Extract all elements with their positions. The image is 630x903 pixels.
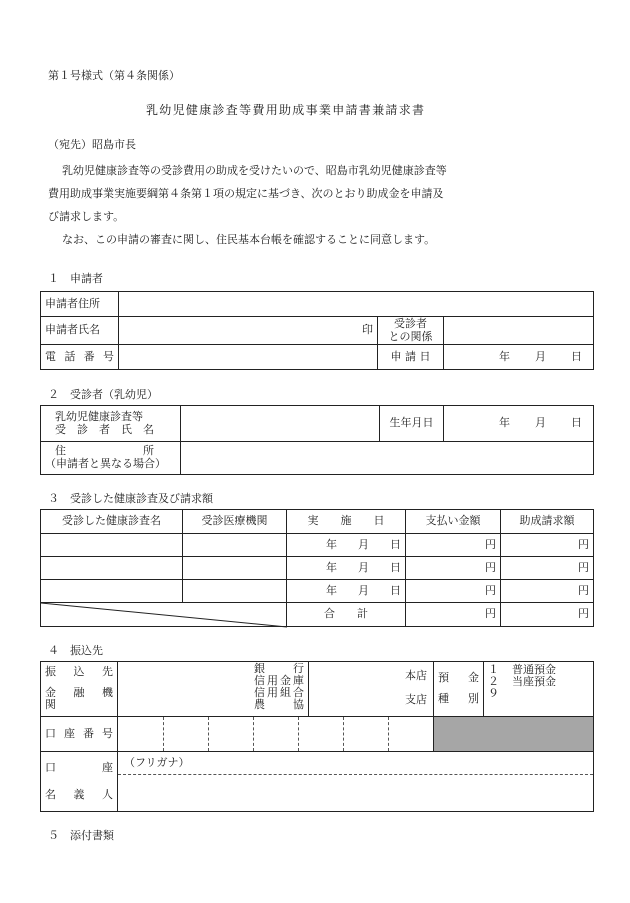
section-1-heading: １ 申請者 [48,272,103,285]
applicant-table [40,291,594,370]
statement-line-2: 費用助成事業実施要綱第４条第１項の規定に基づき、次のとおり助成金を申請及 [48,187,444,200]
holder-name-input[interactable] [118,775,593,811]
account-digit-6[interactable] [344,717,389,752]
examinee-name-label: 乳幼児健康診査等 受 診 者 氏 名 [41,406,181,442]
account-type-label: 預 金 種 別 [434,662,484,717]
table-row [41,534,594,557]
shiten-label: 支店 [405,693,428,706]
examinee-address-label: 住 所 （申請者と異なる場合） [41,442,181,475]
exam-name-cell[interactable] [41,580,183,603]
account-type-options[interactable] [484,662,594,717]
page-title: 乳幼児健康診査等費用助成事業申請書兼請求書 [146,103,426,117]
total-claim-cell[interactable]: 円 [501,603,594,627]
birthdate-label: 生年月日 [380,406,444,442]
applicant-address-field[interactable] [119,292,594,317]
date-cell[interactable]: 年 月 日 [287,534,406,557]
claims-table [40,509,594,627]
inst-type-shinkumi: 信用組合 [254,686,304,699]
section-3-heading: ３ 受診した健康診査及び請求額 [48,492,213,505]
bank-name-field[interactable] [118,662,434,717]
date-cell[interactable]: 年 月 日 [287,580,406,603]
account-digit-4[interactable] [254,717,299,752]
type-numbers: １ ２ ９ [488,663,500,700]
furigana-field[interactable] [118,752,593,775]
form-number: 第１号様式（第４条関係） [48,69,180,82]
section-2-heading: ２ 受診者（乳幼児） [48,388,158,401]
inst-type-shinkin: 信用金庫 [254,674,304,687]
examinee-name-field[interactable] [181,406,380,442]
birthdate-field[interactable]: 年 月 日 [444,406,594,442]
relation-label: 受診者 との関係 [378,317,444,345]
bank-name-input[interactable] [118,662,308,716]
application-date-field[interactable]: 年 月 日 [444,345,594,370]
col-header-claim: 助成請求額 [501,510,594,534]
branch-input[interactable] [308,662,433,716]
institution-cell[interactable] [183,534,287,557]
account-digit-1[interactable] [118,717,164,752]
consent-statement: なお、この申請の審査に関し、住民基本台帳を確認することに同意します。 [62,233,436,246]
exam-name-cell[interactable] [41,557,183,580]
claim-cell[interactable]: 円 [501,580,594,603]
seal-mark: 印 [362,323,373,337]
addressee: （宛先）昭島市長 [48,138,136,151]
account-holder-field[interactable] [118,752,594,812]
phone-field[interactable] [119,345,378,370]
bank-table [40,661,594,812]
statement-line-3: び請求します。 [48,210,125,223]
applicant-name-label: 申請者氏名 [41,317,119,345]
account-holder-label: 口 座 名 義 人 [41,752,118,812]
paid-cell[interactable]: 円 [406,534,501,557]
institution-cell[interactable] [183,557,287,580]
col-header-exam-name: 受診した健康診査名 [41,510,183,534]
paid-cell[interactable]: 円 [406,580,501,603]
exam-name-cell[interactable] [41,534,183,557]
account-digit-3[interactable] [209,717,254,752]
account-digit-7[interactable] [389,717,434,752]
honten-label: 本店 [405,669,428,682]
inst-type-bank: 銀 行 [254,662,304,675]
date-cell[interactable]: 年 月 日 [287,557,406,580]
claim-cell[interactable]: 円 [501,557,594,580]
application-date-label: 申 請 日 [378,345,444,370]
paid-cell[interactable]: 円 [406,557,501,580]
total-row [41,603,594,627]
total-label: 合 計 [287,603,406,627]
total-diagonal-cell [41,603,287,627]
col-header-paid: 支払い金額 [406,510,501,534]
section-4-heading: ４ 振込先 [48,644,103,657]
diagonal-line [41,603,287,627]
relation-field[interactable] [444,317,594,345]
bank-label: 振 込 先 金 融 機 関 [41,662,118,717]
applicant-name-field[interactable] [119,317,378,345]
col-header-date: 実 施 日 [287,510,406,534]
section-5-heading: ５ 添付書類 [48,829,114,842]
table-row [41,557,594,580]
total-paid-cell[interactable]: 円 [406,603,501,627]
table-row [41,580,594,603]
account-number-label: 口 座 番 号 [41,717,118,752]
institution-cell[interactable] [183,580,287,603]
type-labels: 普通預金 当座預金 [512,663,557,688]
examinee-table [40,405,594,475]
phone-label: 電 話 番 号 [41,345,119,370]
account-digit-5[interactable] [299,717,344,752]
statement-line-1: 乳幼児健康診査等の受診費用の助成を受けたいので、昭島市乳幼児健康診査等 [62,164,447,177]
furigana-label: （フリガナ） [124,756,190,769]
examinee-address-field[interactable] [181,442,594,475]
claim-cell[interactable]: 円 [501,534,594,557]
applicant-address-label: 申請者住所 [41,292,119,317]
account-digit-2[interactable] [164,717,209,752]
col-header-institution: 受診医療機関 [183,510,287,534]
inst-type-nokyo: 農 協 [254,698,304,711]
shaded-area [434,717,594,752]
